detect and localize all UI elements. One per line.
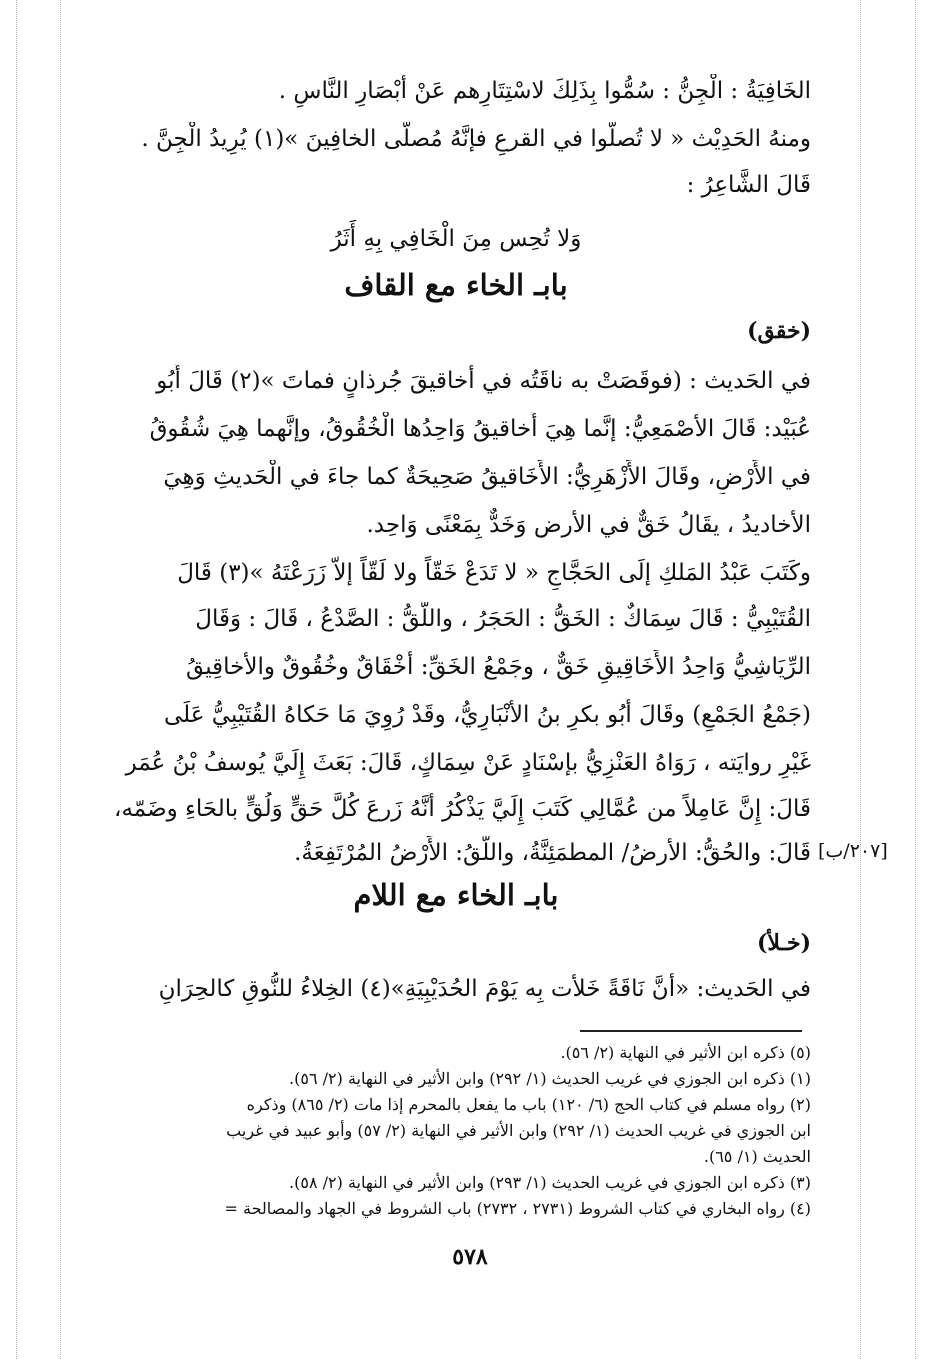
text-line: الرِّيَاشِيُّ وَاحِدُ الأَخَاقِيقِ خَقٌّ ، وجَمْعُ الخَقِّ: أَخْقَاقٌ وخُقُوقٌ والأخاقِيقُ: [186, 654, 811, 680]
footnote: (١) ذكره ابن الجوزي في غريب الحديث (١/ ٢٩٢) وابن الأثير في النهاية (٢/ ٥٦).: [289, 1069, 811, 1088]
text-line: في الحَديث: «أنَّ نَاقَةً خَلأت بِه يَوْمَ الحُدَيْبِيَةِ»(٤) الخِلاءُ للنُّوقِ كالحِرَانِ: [158, 976, 811, 1002]
text-line: (جَمْعُ الجَمْعِ) وقَالَ أَبُو بكرِ بنُ الأنْبَارِيُّ، وقَدْ رُوِيَ مَا حَكاهُ القُتَيْبِيُّ عَلَى: [163, 702, 811, 728]
footnote: (٣) ذكره ابن الجوزي في غريب الحديث (١/ ٢٩٣) وابن الأثير في النهاية (٢/ ٥٨).: [289, 1173, 811, 1192]
footnote: الحديث (١/ ٦٥).: [703, 1147, 811, 1166]
text-line: القُتَيْبِيُّ : قَالَ سِمَاكٌ : الخَقُّ : الحَجَرُ ، واللَّقُّ : الصَّدْعُ ، قَالَ : وَقَالَ: [195, 606, 811, 632]
chapter-heading: بابـ الخاء مع اللام: [353, 878, 559, 912]
guide-line: [860, 0, 861, 1359]
footnote: ابن الجوزي في غريب الحديث (١/ ٢٩٢) وابن الأثير في النهاية (٢/ ٥٧) وأبو عبيد في غريب: [226, 1121, 811, 1140]
footnote: (٤) رواه البخاري في كتاب الشروط (٢٧٣١ ، ٢٧٣٢) باب الشروط في الجهاد والمصالحة =: [224, 1199, 811, 1218]
text-line: الأخاديدُ ، يقَالُ خَقٌّ في الأرض وَخَدٌّ بِمَعْنًى وَاحِد.: [366, 512, 811, 538]
guide-line: [915, 0, 916, 1359]
text-line: قَالَ الشَّاعِرُ :: [686, 172, 811, 198]
text-line: عُبَيْد: قَالَ الأصْمَعِيُّ: إنَّما هِيَ أَخاقيقُ وَاحِدُها الْخُقُوقُ، وإنَّهما هِيَ شُقُوقُ: [149, 416, 811, 442]
root-entry-label: (خقق): [747, 318, 811, 344]
page-number: ٥٧٨: [452, 1244, 488, 1270]
text-line: في الأَرْضِ، وقَالَ الأَزْهَرِيُّ: الأَخَاقيقُ صَحِيحَةٌ كما جاءَ في الْحَديثِ وَهِيَ: [163, 464, 811, 490]
text-line: قَالَ: إِنَّ عَامِلاً من عُمَّالِي كَتَبَ إِلَيَّ يَذْكُرُ أَنَّهُ زَرعَ كُلَّ حَقٍّ وَلُقٍّ بالحَاءِ وضَمّه،: [114, 796, 811, 822]
manuscript-folio-ref: [٢٠٧/ب]: [818, 840, 888, 862]
footnote: (٥) ذكره ابن الأثير في النهاية (٢/ ٥٦).: [560, 1043, 811, 1062]
root-entry-label: (خـلأ): [757, 930, 811, 956]
chapter-heading: بابـ الخاء مع القاف: [344, 268, 568, 302]
guide-line: [16, 0, 17, 1359]
guide-line: [60, 0, 61, 1359]
text-line: ومنهُ الحَدِيْث « لا تُصلُّوا في القرعِ فإنَّهُ مُصلَّى الخافِينَ »(١) يُرِيدُ الْجِنَّ .: [141, 126, 811, 152]
poetry-verse: وَلا تُحِس مِنَ الْخَافِي بِهِ أَثَرُ: [330, 226, 582, 252]
footnote: (٢) رواه مسلم في كتاب الحج (٦/ ١٢٠) باب ما يفعل بالمحرم إذا مات (٢/ ٨٦٥) وذكره: [246, 1095, 811, 1114]
text-line: في الحَديث : (فوقَصَتْ به ناقَتُه في أخاقيقَ جُرذانٍ فماتَ »(٢) قَالَ أَبُو: [156, 368, 811, 394]
text-line: غَيْرِ روايَته ، رَوَاهُ العَنْزِيُّ بإسْنَادٍ عَنْ سِمَاكٍ، قَالَ: بَعَثَ إِلَيَّ يُوسفُ بْنُ عُمَر: [125, 750, 811, 776]
text-line: قَالَ: والحُقُّ: الأرضُ/ المطمَئِنَّةُ، واللُّقُ: الأَرْضُ المُرْتَفِعَةُ.: [294, 840, 811, 866]
text-line: وكَتَبَ عَبْدُ المَلكِ إلَى الحَجَّاجِ « لا تَدَعْ خَقّاً ولا لَقّاً إلاّ زَرَعْتَهُ »(٣) قَالَ: [177, 560, 811, 586]
footnote-separator: [580, 1030, 802, 1032]
text-line: الخَافِيَةُ : الْجِنُّ : سُمُّوا بِذَلِكَ لاسْتِتَارِهم عَنْ أَبْصَارِ النَّاسِ .: [278, 78, 811, 104]
